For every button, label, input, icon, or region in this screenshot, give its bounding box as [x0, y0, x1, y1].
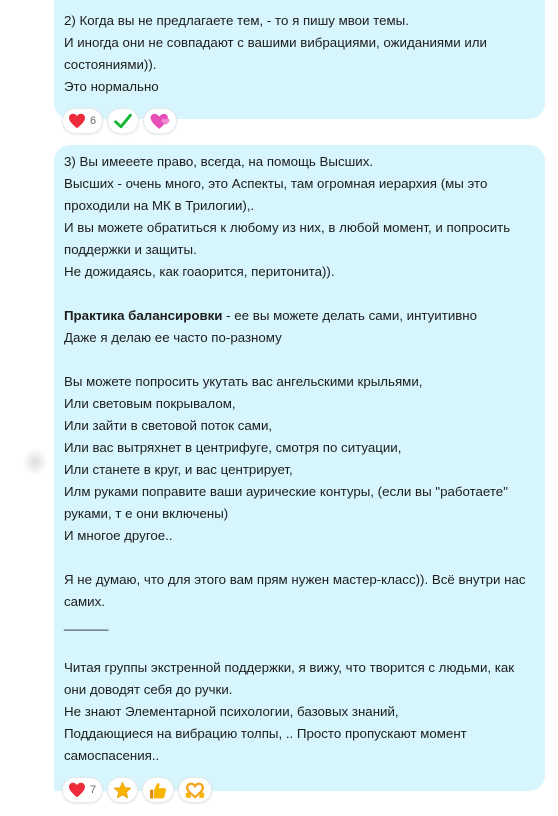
- reaction-hearts[interactable]: [143, 108, 177, 134]
- message-line: Или вас вытряхнет в центрифуге, смотря по ситуации,: [64, 440, 402, 455]
- message-line: И вы можете обратиться к любому из них, в любой момент, и попросить: [64, 220, 511, 235]
- message-line: самих.: [64, 594, 105, 609]
- message-line: они доводят себя до ручки.: [64, 682, 233, 697]
- practice-line: [64, 305, 545, 327]
- thumbs-up-icon: [148, 781, 168, 800]
- message-line: И иногда они не совпадают с вашими вибрациями, ожиданиями или: [64, 35, 487, 50]
- message-line: Вы можете попросить укутать вас ангельскими крыльями,: [64, 374, 423, 389]
- separator-line: ______: [64, 616, 109, 631]
- message-line: Или световым покрывалом,: [64, 396, 236, 411]
- reaction-heart[interactable]: [62, 777, 103, 803]
- message-line: Или зайти в световой поток сами,: [64, 418, 273, 433]
- heart-icon: [68, 782, 86, 798]
- message-line: Я не думаю, что для этого вам прям нужен мастер-класс)). Всё внутри нас: [64, 572, 526, 587]
- reaction-star[interactable]: [107, 777, 138, 803]
- heart-hands-icon: [184, 781, 206, 799]
- blank-line: [64, 283, 545, 305]
- message-bubble-2: [54, 145, 545, 791]
- practice-title: Практика балансировки: [64, 308, 223, 323]
- reaction-count: 7: [90, 784, 97, 796]
- blank-line: [64, 635, 545, 657]
- message-line: поддержки и защиты.: [64, 242, 197, 257]
- message-line: Высших - очень много, это Аспекты, там огромная иерархия (мы это: [64, 176, 488, 191]
- decorative-shadow: [22, 448, 48, 476]
- message-line: 2) Когда вы не предлагаете тем, - то я пишу мвои темы.: [64, 13, 409, 28]
- message-bubble-1: [54, 0, 545, 119]
- star-icon: [113, 781, 132, 800]
- message-line: 3) Вы имееете право, всегда, на помощь Высших.: [64, 154, 374, 169]
- message-line: проходили на МК в Трилогии),.: [64, 198, 255, 213]
- reaction-heart-hands[interactable]: [178, 777, 212, 803]
- hearts-icon: [149, 112, 171, 130]
- message-line: Даже я делаю ее часто по-разному: [64, 330, 282, 345]
- checkmark-icon: [113, 112, 133, 130]
- message-line: И многое другое..: [64, 528, 173, 543]
- reactions-bar-1: [62, 108, 177, 134]
- message-line: самоспасения..: [64, 748, 160, 763]
- blank-line: [64, 349, 545, 371]
- practice-description: - ее вы можете делать сами, интуитивно: [222, 308, 478, 323]
- message-line: Поддающиеся на вибрацию толпы, .. Просто пропускают момент: [64, 726, 467, 741]
- message-line: состояниями)).: [64, 57, 157, 72]
- reaction-count: 6: [90, 115, 97, 127]
- reaction-check[interactable]: [107, 108, 139, 134]
- reactions-bar-2: [62, 777, 212, 803]
- message-line: Это нормально: [64, 79, 159, 94]
- message-line: Не дожидаясь, как гоаорится, перитонита)).: [64, 264, 335, 279]
- reaction-heart[interactable]: [62, 108, 103, 134]
- message-line: Читая группы экстренной поддержки, я вижу, что творится с людьми, как: [64, 660, 515, 675]
- message-line: руками, т е они включены): [64, 506, 229, 521]
- message-line: Илм руками поправите ваши аурические контуры, (если вы "работаете": [64, 484, 508, 499]
- reaction-thumbs-up[interactable]: [142, 777, 174, 803]
- message-line: Или станете в круг, и вас центрирует,: [64, 462, 293, 477]
- blank-line: [64, 547, 545, 569]
- message-line: Не знают Элементарной психологии, базовых знаний,: [64, 704, 399, 719]
- heart-icon: [68, 113, 86, 129]
